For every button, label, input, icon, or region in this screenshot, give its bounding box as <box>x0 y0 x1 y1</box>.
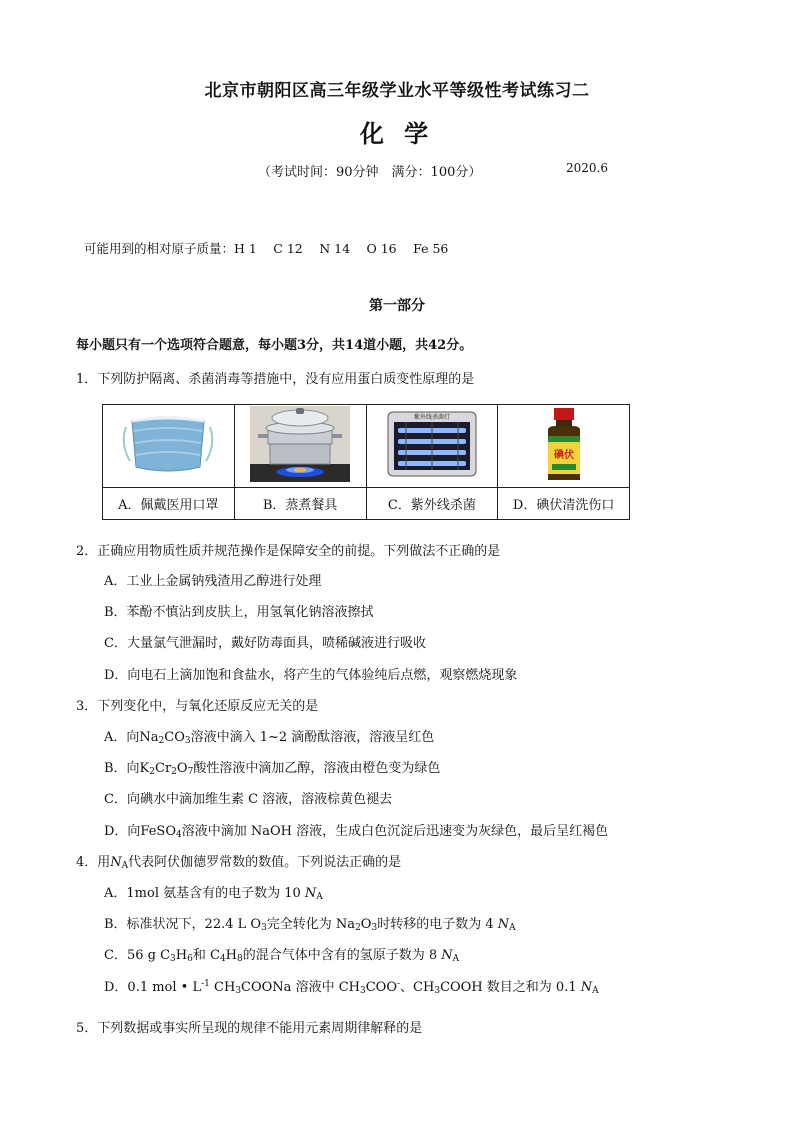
option-a-image-cell <box>103 405 235 488</box>
question-1-options-table <box>102 404 630 520</box>
question-3-option-d: D．向FeSO$_4$溶液中滴加 NaOH 溶液，生成白色沉淀后迅速变为灰绿色，最后呈红褐色 <box>104 824 609 840</box>
question-4-stem: 4．用$N_A$代表阿伏伽德罗常数的数值。下列说法正确的是 <box>76 855 402 871</box>
question-2-option-a: A．工业上金属钠残渣用乙醇进行处理 <box>104 574 322 589</box>
atomic-masses: 可能用到的相对原子质量：H 1 C 12 N 14 O 16 Fe 56 <box>84 241 449 256</box>
question-3-option-b: B．向$K_2Cr_2O_7$酸性溶液中滴加乙醇，溶液由橙色变为绿色 <box>104 761 441 777</box>
question-5-stem: 5．下列数据或事实所呈现的规律不能用元素周期律解释的是 <box>76 1021 423 1036</box>
option-c-image-cell <box>366 405 498 488</box>
question-4-option-c: C．56 g $C_3H_6$和 $C_4H_8$的混合气体中含有的氢原子数为 8 $N_A$ <box>104 948 460 964</box>
subject-title: 化 学 <box>359 119 435 148</box>
option-b-image-cell <box>234 405 366 488</box>
exam-title: 北京市朝阳区高三年级学业水平等级性考试练习二 <box>204 81 590 101</box>
question-4-option-a: A．1mol 氨基含有的电子数为 10 $N_A$ <box>104 886 323 902</box>
iodophor-bottle-icon <box>534 406 594 482</box>
question-3-option-a: A．向$Na_2CO_3$溶液中滴入 1~2 滴酚酞溶液，溶液呈红色 <box>104 730 435 746</box>
question-1-stem: 1．下列防护隔离、杀菌消毒等措施中，没有应用蛋白质变性原理的是 <box>76 372 475 387</box>
question-4-option-d: D．0.1 mol • $L^{-1}$ $CH_3COONa$ 溶液中 $CH_3COO^-$、$CH_3COOH$ 数目之和为 0.1 $N_A$ <box>104 979 599 996</box>
option-d-label: D．碘伏清洗伤口 <box>498 488 630 520</box>
question-2-option-c: C．大量氯气泄漏时，戴好防毒面具，喷稀碱液进行吸收 <box>104 636 426 651</box>
option-a-label: A．佩戴医用口罩 <box>103 488 235 520</box>
exam-info: （考试时间：90分钟 满分：100分） <box>258 165 482 180</box>
question-3-stem: 3．下列变化中，与氧化还原反应无关的是 <box>76 699 319 714</box>
question-4-option-b: B．标准状况下，22.4 L $O_3$完全转化为 $Na_2O_3$时转移的电子数为 4 $N_A$ <box>104 917 516 933</box>
face-mask-icon <box>118 409 218 479</box>
part-title: 第一部分 <box>369 298 425 314</box>
exam-date: 2020.6 <box>566 161 608 175</box>
option-d-image-cell <box>498 405 630 488</box>
question-2-option-b: B．苯酚不慎沾到皮肤上，用氢氧化钠溶液擦拭 <box>104 605 374 620</box>
uv-lamp-label: 紫外线杀菌灯 <box>413 414 450 421</box>
iodophor-label: 碘伏 <box>553 450 574 461</box>
question-3-option-c: C．向碘水中滴加维生素 C 溶液，溶液棕黄色褪去 <box>104 792 393 807</box>
instructions: 每小题只有一个选项符合题意，每小题3分，共14道小题，共42分。 <box>76 338 473 353</box>
question-2-stem: 2．正确应用物质性质并规范操作是保障安全的前提。下列做法不正确的是 <box>76 544 501 559</box>
option-c-label: C．紫外线杀菌 <box>366 488 498 520</box>
option-b-label: B．蒸煮餐具 <box>234 488 366 520</box>
steamer-pot-icon <box>250 406 350 482</box>
uv-lamp-icon <box>382 408 482 480</box>
question-2-option-d: D．向电石上滴加饱和食盐水，将产生的气体验纯后点燃，观察燃烧现象 <box>104 668 518 683</box>
